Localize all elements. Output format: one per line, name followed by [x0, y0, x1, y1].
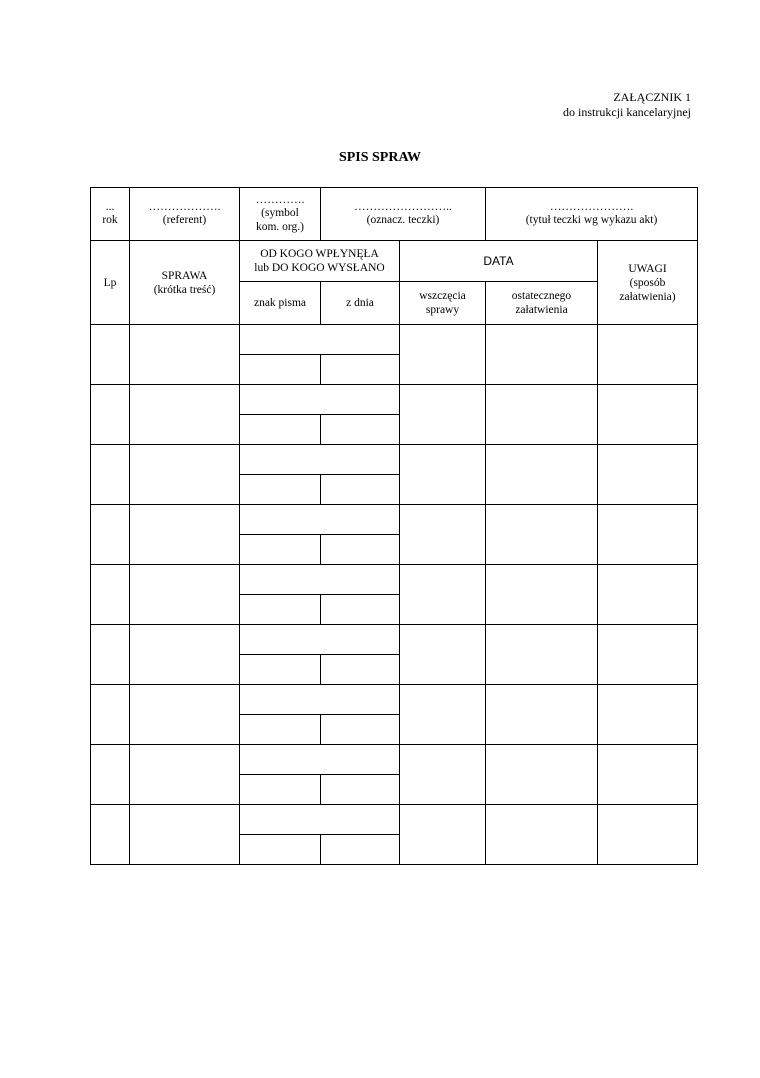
symbol-field-cell	[240, 188, 321, 241]
sender-header	[240, 241, 400, 282]
case-register-table	[90, 187, 698, 865]
entry-remarks-cell[interactable]	[598, 625, 698, 685]
entry-case-cell[interactable]	[130, 565, 240, 625]
entry-lp-cell[interactable]	[91, 805, 130, 865]
entry-completion-date-cell[interactable]	[486, 445, 598, 505]
initiation-date-line2: sprawy	[425, 304, 460, 316]
entry-case-cell[interactable]	[130, 385, 240, 445]
remarks-header-line2: (sposób	[629, 276, 666, 289]
year-label: rok	[102, 213, 118, 226]
symbol-dots: ………….	[255, 193, 305, 206]
entry-remarks-cell[interactable]	[598, 805, 698, 865]
entry-sender-cell[interactable]	[240, 505, 400, 535]
year-dots: ...	[105, 200, 115, 213]
entry-sender-cell[interactable]	[240, 565, 400, 595]
entry-completion-date-cell[interactable]	[486, 505, 598, 565]
folder-title-label: (tytuł teczki wg wykazu akt)	[525, 213, 658, 226]
attachment-subtitle: do instrukcji kancelaryjnej	[563, 105, 691, 119]
letter-ref-header	[240, 282, 321, 325]
entry-remarks-cell[interactable]	[598, 505, 698, 565]
case-header	[130, 241, 240, 325]
entry-remarks-cell[interactable]	[598, 385, 698, 445]
entry-row	[91, 685, 698, 715]
entry-letter-ref-cell[interactable]	[240, 715, 321, 745]
entry-letter-ref-cell[interactable]	[240, 415, 321, 445]
entry-sender-cell[interactable]	[240, 685, 400, 715]
year-field-cell	[91, 188, 130, 241]
entry-case-cell[interactable]	[130, 505, 240, 565]
entry-lp-cell[interactable]	[91, 745, 130, 805]
folder-mark-field-cell	[321, 188, 486, 241]
entry-initiation-date-cell[interactable]	[400, 565, 486, 625]
entry-remarks-cell[interactable]	[598, 565, 698, 625]
entry-row	[91, 505, 698, 535]
entry-sender-cell[interactable]	[240, 745, 400, 775]
entry-case-cell[interactable]	[130, 805, 240, 865]
folder-mark-label: (oznacz. teczki)	[366, 213, 440, 226]
entry-initiation-date-cell[interactable]	[400, 685, 486, 745]
attachment-note	[563, 90, 691, 120]
entry-letter-ref-cell[interactable]	[240, 535, 321, 565]
entry-row	[91, 745, 698, 775]
entry-lp-cell[interactable]	[91, 385, 130, 445]
entry-initiation-date-cell[interactable]	[400, 745, 486, 805]
entry-initiation-date-cell[interactable]	[400, 325, 486, 385]
entry-remarks-cell[interactable]	[598, 685, 698, 745]
table-body	[91, 325, 698, 865]
entry-case-cell[interactable]	[130, 325, 240, 385]
entry-lp-cell[interactable]	[91, 625, 130, 685]
entry-completion-date-cell[interactable]	[486, 745, 598, 805]
folder-title-field-cell	[486, 188, 698, 241]
completion-date-line2: załatwienia	[515, 304, 568, 316]
entry-letter-date-cell[interactable]	[321, 475, 400, 505]
entry-letter-ref-cell[interactable]	[240, 475, 321, 505]
entry-row	[91, 445, 698, 475]
entry-letter-date-cell[interactable]	[321, 835, 400, 865]
entry-case-cell[interactable]	[130, 745, 240, 805]
referent-field-cell	[130, 188, 240, 241]
folder-mark-dots: ……………………..	[354, 200, 452, 213]
initiation-date-line1: wszczęcia	[419, 290, 466, 302]
entry-completion-date-cell[interactable]	[486, 385, 598, 445]
entry-completion-date-cell[interactable]	[486, 685, 598, 745]
entry-completion-date-cell[interactable]	[486, 565, 598, 625]
entry-letter-ref-cell[interactable]	[240, 655, 321, 685]
entry-remarks-cell[interactable]	[598, 445, 698, 505]
entry-letter-date-cell[interactable]	[321, 655, 400, 685]
entry-completion-date-cell[interactable]	[486, 625, 598, 685]
entry-initiation-date-cell[interactable]	[400, 505, 486, 565]
entry-sender-cell[interactable]	[240, 385, 400, 415]
entry-row	[91, 805, 698, 835]
entry-letter-ref-cell[interactable]	[240, 775, 321, 805]
entry-letter-date-cell[interactable]	[321, 775, 400, 805]
entry-letter-date-cell[interactable]	[321, 355, 400, 385]
entry-completion-date-cell[interactable]	[486, 325, 598, 385]
entry-completion-date-cell[interactable]	[486, 805, 598, 865]
letter-date-header	[321, 282, 400, 325]
letter-date-label: z dnia	[346, 297, 374, 309]
entry-row	[91, 565, 698, 595]
attachment-title: ZAŁĄCZNIK 1	[613, 90, 691, 104]
date-header-label: DATA	[483, 254, 514, 268]
table-header-row-1	[91, 241, 698, 282]
referent-dots: ……………….	[148, 200, 221, 213]
entry-remarks-cell[interactable]	[598, 745, 698, 805]
entry-sender-cell[interactable]	[240, 325, 400, 355]
entry-sender-cell[interactable]	[240, 445, 400, 475]
entry-lp-cell[interactable]	[91, 325, 130, 385]
entry-initiation-date-cell[interactable]	[400, 805, 486, 865]
entry-row	[91, 325, 698, 355]
entry-lp-cell[interactable]	[91, 445, 130, 505]
entry-letter-ref-cell[interactable]	[240, 355, 321, 385]
entry-letter-date-cell[interactable]	[321, 595, 400, 625]
entry-letter-date-cell[interactable]	[321, 535, 400, 565]
sender-header-line2: lub DO KOGO WYSŁANO	[254, 262, 385, 274]
remarks-header-line3: załatwienia)	[619, 290, 676, 303]
remarks-header-line1: UWAGI	[628, 262, 667, 275]
entry-initiation-date-cell[interactable]	[400, 385, 486, 445]
lp-header	[91, 241, 130, 325]
completion-date-header	[486, 282, 598, 325]
entry-letter-ref-cell[interactable]	[240, 595, 321, 625]
folder-title-dots: ………………….	[549, 200, 634, 213]
page-title: SPIS SPRAW	[338, 150, 422, 165]
case-header-line2: (krótka treść)	[153, 283, 216, 296]
symbol-label-line2: kom. org.)	[255, 220, 305, 233]
case-header-line1: SPRAWA	[161, 269, 208, 282]
initiation-date-header	[400, 282, 486, 325]
entry-letter-date-cell[interactable]	[321, 415, 400, 445]
entry-row	[91, 385, 698, 415]
entry-sender-cell[interactable]	[240, 805, 400, 835]
symbol-label-line1: (symbol	[261, 206, 299, 219]
entry-lp-cell[interactable]	[91, 565, 130, 625]
entry-remarks-cell[interactable]	[598, 325, 698, 385]
table-header-fields-row	[91, 188, 698, 241]
entry-case-cell[interactable]	[130, 685, 240, 745]
entry-initiation-date-cell[interactable]	[400, 445, 486, 505]
entry-row	[91, 625, 698, 655]
referent-label: (referent)	[162, 213, 207, 226]
entry-case-cell[interactable]	[130, 445, 240, 505]
lp-header-label: Lp	[103, 276, 117, 289]
entry-sender-cell[interactable]	[240, 625, 400, 655]
remarks-header	[598, 241, 698, 325]
entry-lp-cell[interactable]	[91, 685, 130, 745]
entry-letter-date-cell[interactable]	[321, 715, 400, 745]
date-header	[400, 241, 598, 282]
entry-letter-ref-cell[interactable]	[240, 835, 321, 865]
completion-date-line1: ostatecznego	[511, 290, 572, 302]
entry-lp-cell[interactable]	[91, 505, 130, 565]
sender-header-line1: OD KOGO WPŁYNĘŁA	[260, 248, 379, 260]
entry-initiation-date-cell[interactable]	[400, 625, 486, 685]
entry-case-cell[interactable]	[130, 625, 240, 685]
letter-ref-label: znak pisma	[253, 297, 307, 309]
